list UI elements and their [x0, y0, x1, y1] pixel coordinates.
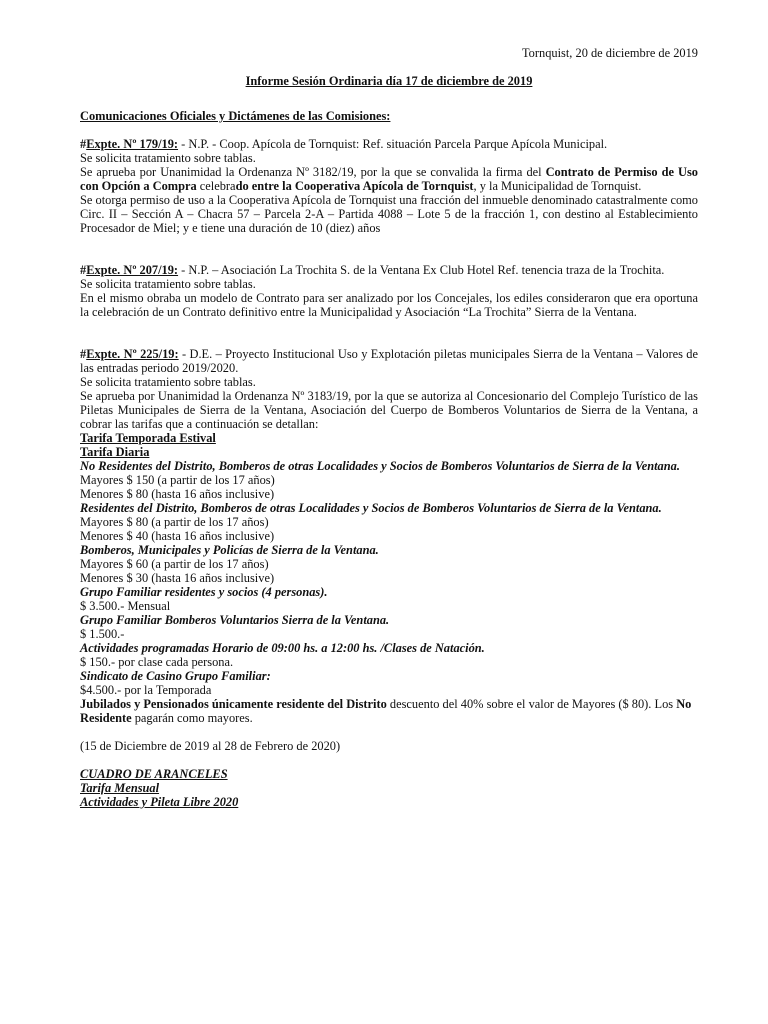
exp2-heading	[80, 263, 698, 277]
exp3-ref: Expte. Nº 225/19:	[86, 347, 179, 361]
exp1-ref: Expte. Nº 179/19:	[86, 137, 179, 151]
exp1-p1-contract: Contrato de Permiso de Uso con Opción a Compra	[80, 165, 698, 193]
spacer	[80, 753, 698, 767]
group-no-residentes-menores: Menores $ 80 (hasta 16 años inclusive)	[80, 487, 275, 501]
jubilados-no-residente: No Residente	[80, 697, 692, 725]
jubilados-paragraph	[80, 697, 698, 725]
spacer	[80, 725, 698, 739]
group-bomberos-mayores: Mayores $ 60 (a partir de los 17 años)	[80, 557, 269, 571]
exp1-paragraph-2: Se otorga permiso de uso a la Cooperativa Apícola de Tornquist una fracción del inmueble denominado catastralmente como Circ. II – Sección A – Chacra 57 – Parcela 2-A – Partida 4088 – Lote 5 de la fracción 1, con destino al Establecimiento Procesador de Miel; y e tiene una duración de 10 (diez) años	[80, 193, 698, 235]
exp1-paragraph-1	[80, 165, 698, 193]
group-residentes-title: Residentes del Distrito, Bomberos de otras Localidades y Socios de Bomberos Voluntarios de Sierra de la Ventana.	[80, 501, 662, 515]
expediente-225	[80, 347, 698, 809]
exp1-p1-celebra: celebra	[196, 179, 236, 193]
group-no-residentes-title: No Residentes del Distrito, Bomberos de otras Localidades y Socios de Bomberos Voluntarios de Sierra de la Ventana.	[80, 459, 680, 473]
document-page	[80, 46, 698, 809]
actividades-programadas-title: Actividades programadas Horario de 09:00 hs. a 12:00 hs. /Clases de Natación.	[80, 641, 485, 655]
section-heading: Comunicaciones Oficiales y Dictámenes de las Comisiones:	[80, 109, 391, 123]
exp3-tablas: Se solicita tratamiento sobre tablas.	[80, 375, 256, 389]
group-bomberos-title: Bomberos, Municipales y Policías de Sierra de la Ventana.	[80, 543, 379, 557]
exp2-hash: #	[80, 263, 87, 277]
spacer	[80, 319, 698, 347]
exp1-hash: #	[80, 137, 87, 151]
group-bomberos-menores: Menores $ 30 (hasta 16 años inclusive)	[80, 571, 275, 585]
exp1-desc: - N.P. - Coop. Apícola de Tornquist: Ref. situación Parcela Parque Apícola Municipal.	[178, 137, 608, 151]
group-no-residentes-mayores: Mayores $ 150 (a partir de los 17 años)	[80, 473, 275, 487]
date-line: Tornquist, 20 de diciembre de 2019	[521, 46, 698, 60]
period-line: (15 de Diciembre de 2019 al 28 de Febrero de 2020)	[80, 739, 341, 753]
exp3-hash: #	[80, 347, 87, 361]
tarifa-mensual-heading: Tarifa Mensual	[80, 781, 160, 795]
group-familiar-bomberos-value: $ 1.500.-	[80, 627, 125, 641]
group-familiar-value: $ 3.500.- Mensual	[80, 599, 171, 613]
exp2-desc: - N.P. – Asociación La Trochita S. de la Ventana Ex Club Hotel Ref. tenencia traza de la Trochita.	[178, 263, 665, 277]
sindicato-casino-title: Sindicato de Casino Grupo Familiar:	[80, 669, 271, 683]
exp1-p1-cooperative: do entre la Cooperativa Apícola de Tornquist	[235, 179, 474, 193]
exp2-tablas: Se solicita tratamiento sobre tablas.	[80, 277, 256, 291]
cuadro-aranceles-heading: CUADRO DE ARANCELES	[80, 767, 228, 781]
exp3-heading	[80, 347, 698, 375]
jubilados-end: pagarán como mayores.	[131, 711, 253, 725]
expediente-207	[80, 263, 698, 319]
group-familiar-bomberos-title: Grupo Familiar Bomberos Voluntarios Sierra de la Ventana.	[80, 613, 390, 627]
exp3-desc: - D.E. – Proyecto Institucional Uso y Explotación piletas municipales Sierra de la Ventana – Valores de las entradas periodo 2019/2020.	[80, 347, 698, 375]
exp3-paragraph-1: Se aprueba por Unanimidad la Ordenanza Nº 3183/19, por la que se autoriza al Concesionario del Complejo Turístico de las Piletas Municipales de Sierra de la Ventana, Asociación del Cuerpo de Bomberos Voluntarios de Sierra de la Ventana, a cobrar las tarifas que a continuación se detallan:	[80, 389, 698, 431]
document-title: Informe Sesión Ordinaria día 17 de diciembre de 2019	[245, 74, 533, 88]
tarifa-temporada-heading: Tarifa Temporada Estival	[80, 431, 216, 445]
spacer	[80, 235, 698, 263]
actividades-programadas-value: $ 150.- por clase cada persona.	[80, 655, 234, 669]
exp2-ref: Expte. Nº 207/19:	[86, 263, 179, 277]
group-familiar-title: Grupo Familiar residentes y socios (4 personas).	[80, 585, 328, 599]
actividades-pileta-heading: Actividades y Pileta Libre 2020	[80, 795, 239, 809]
sindicato-casino-value: $4.500.- por la Temporada	[80, 683, 212, 697]
exp2-paragraph-1: En el mismo obraba un modelo de Contrato para ser analizado por los Concejales, los ediles consideraron que era oportuna la celebración de un Contrato definitivo entre la Municipalidad y Asociación “La Trochita” Sierra de la Ventana.	[80, 291, 698, 319]
exp1-heading	[80, 137, 698, 151]
group-residentes-menores: Menores $ 40 (hasta 16 años inclusive)	[80, 529, 275, 543]
expediente-179	[80, 137, 698, 235]
exp1-tablas: Se solicita tratamiento sobre tablas.	[80, 151, 256, 165]
tarifa-diaria-heading: Tarifa Diaria	[80, 445, 150, 459]
exp1-p1-text: Se aprueba por Unanimidad la Ordenanza Nº 3182/19, por la que se convalida la firma del	[80, 165, 546, 179]
group-residentes-mayores: Mayores $ 80 (a partir de los 17 años)	[80, 515, 269, 529]
exp1-p1-end: , y la Municipalidad de Tornquist.	[473, 179, 642, 193]
jubilados-bold: Jubilados y Pensionados únicamente residente del Distrito	[80, 697, 387, 711]
jubilados-text: descuento del 40% sobre el valor de Mayores ($ 80). Los	[386, 697, 677, 711]
